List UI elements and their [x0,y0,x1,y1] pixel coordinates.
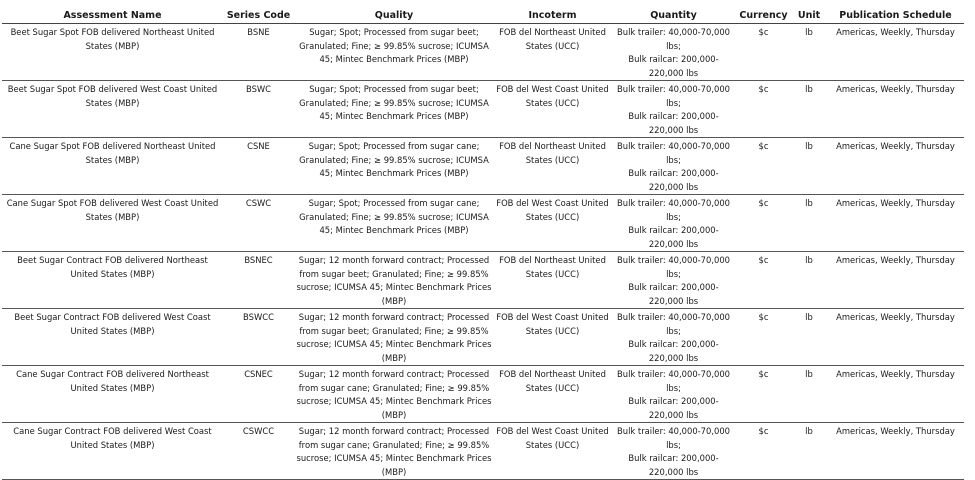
header-currency: Currency [736,0,791,24]
unit-cell: lb [791,24,827,81]
unit-cell: lb [791,423,827,480]
currency-cell: $c [736,24,791,81]
table-row [2,81,964,138]
quantity-cell: Bulk trailer: 40,000-70,000 lbs; Bulk railcar: 200,000-220,000 lbs [611,366,736,423]
currency-cell: $c [736,138,791,195]
incoterm-cell: FOB del West Coast United States (UCC) [494,81,611,138]
table-row [2,195,964,252]
assessment-name-cell: Beet Sugar Contract FOB delivered Northeast United States (MBP) [2,252,223,309]
quantity-cell: Bulk trailer: 40,000-70,000 lbs; Bulk railcar: 200,000-220,000 lbs [611,24,736,81]
incoterm-cell: FOB del Northeast United States (UCC) [494,24,611,81]
table-row [2,24,964,81]
publication-schedule-cell: Americas, Weekly, Thursday [827,252,964,309]
quantity-cell: Bulk trailer: 40,000-70,000 lbs; Bulk railcar: 200,000-220,000 lbs [611,252,736,309]
unit-cell: lb [791,81,827,138]
quality-cell: Sugar; Spot; Processed from sugar beet; Granulated; Fine; ≥ 99.85% sucrose; ICUMSA 45; Mintec Benchmark Prices (MBP) [294,24,494,81]
table-row [2,423,964,480]
quantity-cell: Bulk trailer: 40,000-70,000 lbs; Bulk railcar: 200,000-220,000 lbs [611,81,736,138]
header-assessment-name: Assessment Name [2,0,223,24]
header-incoterm: Incoterm [494,0,611,24]
quality-cell: Sugar; 12 month forward contract; Processed from sugar cane; Granulated; Fine; ≥ 99.85% sucrose; ICUMSA 45; Mintec Benchmark Prices (MBP) [294,423,494,480]
publication-schedule-cell: Americas, Weekly, Thursday [827,423,964,480]
quality-cell: Sugar; Spot; Processed from sugar cane; Granulated; Fine; ≥ 99.85% sucrose; ICUMSA 45; Mintec Benchmark Prices (MBP) [294,195,494,252]
assessment-name-cell: Cane Sugar Spot FOB delivered West Coast United States (MBP) [2,195,223,252]
header-quality: Quality [294,0,494,24]
series-code-cell: CSNE [223,138,294,195]
header-series-code: Series Code [223,0,294,24]
quantity-cell: Bulk trailer: 40,000-70,000 lbs; Bulk railcar: 200,000-220,000 lbs [611,195,736,252]
quality-cell: Sugar; 12 month forward contract; Processed from sugar beet; Granulated; Fine; ≥ 99.85% sucrose; ICUMSA 45; Mintec Benchmark Prices (MBP) [294,309,494,366]
series-code-cell: CSWCC [223,423,294,480]
incoterm-cell: FOB del Northeast United States (UCC) [494,366,611,423]
currency-cell: $c [736,423,791,480]
unit-cell: lb [791,366,827,423]
quantity-cell: Bulk trailer: 40,000-70,000 lbs; Bulk railcar: 200,000-220,000 lbs [611,138,736,195]
quality-cell: Sugar; 12 month forward contract; Processed from sugar cane; Granulated; Fine; ≥ 99.85% sucrose; ICUMSA 45; Mintec Benchmark Prices (MBP) [294,366,494,423]
unit-cell: lb [791,138,827,195]
assessment-name-cell: Cane Sugar Contract FOB delivered Northeast United States (MBP) [2,366,223,423]
quality-cell: Sugar; Spot; Processed from sugar cane; Granulated; Fine; ≥ 99.85% sucrose; ICUMSA 45; Mintec Benchmark Prices (MBP) [294,138,494,195]
assessment-name-cell: Beet Sugar Spot FOB delivered West Coast United States (MBP) [2,81,223,138]
assessment-name-cell: Beet Sugar Spot FOB delivered Northeast United States (MBP) [2,24,223,81]
header-publication-schedule: Publication Schedule [827,0,964,24]
quantity-cell: Bulk trailer: 40,000-70,000 lbs; Bulk railcar: 200,000-220,000 lbs [611,423,736,480]
table-row [2,309,964,366]
currency-cell: $c [736,309,791,366]
incoterm-cell: FOB del West Coast United States (UCC) [494,309,611,366]
series-code-cell: CSNEC [223,366,294,423]
incoterm-cell: FOB del West Coast United States (UCC) [494,195,611,252]
publication-schedule-cell: Americas, Weekly, Thursday [827,366,964,423]
publication-schedule-cell: Americas, Weekly, Thursday [827,24,964,81]
incoterm-cell: FOB del West Coast United States (UCC) [494,423,611,480]
assessment-name-cell: Beet Sugar Contract FOB delivered West Coast United States (MBP) [2,309,223,366]
series-code-cell: BSWCC [223,309,294,366]
table-row [2,138,964,195]
incoterm-cell: FOB del Northeast United States (UCC) [494,252,611,309]
series-code-cell: BSNE [223,24,294,81]
series-code-cell: CSWC [223,195,294,252]
quality-cell: Sugar; Spot; Processed from sugar beet; Granulated; Fine; ≥ 99.85% sucrose; ICUMSA 45; Mintec Benchmark Prices (MBP) [294,81,494,138]
header-quantity: Quantity [611,0,736,24]
table-row [2,366,964,423]
currency-cell: $c [736,195,791,252]
incoterm-cell: FOB del Northeast United States (UCC) [494,138,611,195]
quantity-cell: Bulk trailer: 40,000-70,000 lbs; Bulk railcar: 200,000-220,000 lbs [611,309,736,366]
table-row [2,252,964,309]
publication-schedule-cell: Americas, Weekly, Thursday [827,81,964,138]
currency-cell: $c [736,81,791,138]
currency-cell: $c [736,252,791,309]
header-unit: Unit [791,0,827,24]
currency-cell: $c [736,366,791,423]
series-code-cell: BSWC [223,81,294,138]
unit-cell: lb [791,309,827,366]
publication-schedule-cell: Americas, Weekly, Thursday [827,195,964,252]
unit-cell: lb [791,195,827,252]
header-row [2,0,964,24]
unit-cell: lb [791,252,827,309]
quality-cell: Sugar; 12 month forward contract; Processed from sugar beet; Granulated; Fine; ≥ 99.85% sucrose; ICUMSA 45; Mintec Benchmark Prices (MBP) [294,252,494,309]
publication-schedule-cell: Americas, Weekly, Thursday [827,309,964,366]
assessment-table [2,0,964,480]
assessment-name-cell: Cane Sugar Spot FOB delivered Northeast United States (MBP) [2,138,223,195]
assessment-name-cell: Cane Sugar Contract FOB delivered West Coast United States (MBP) [2,423,223,480]
series-code-cell: BSNEC [223,252,294,309]
publication-schedule-cell: Americas, Weekly, Thursday [827,138,964,195]
